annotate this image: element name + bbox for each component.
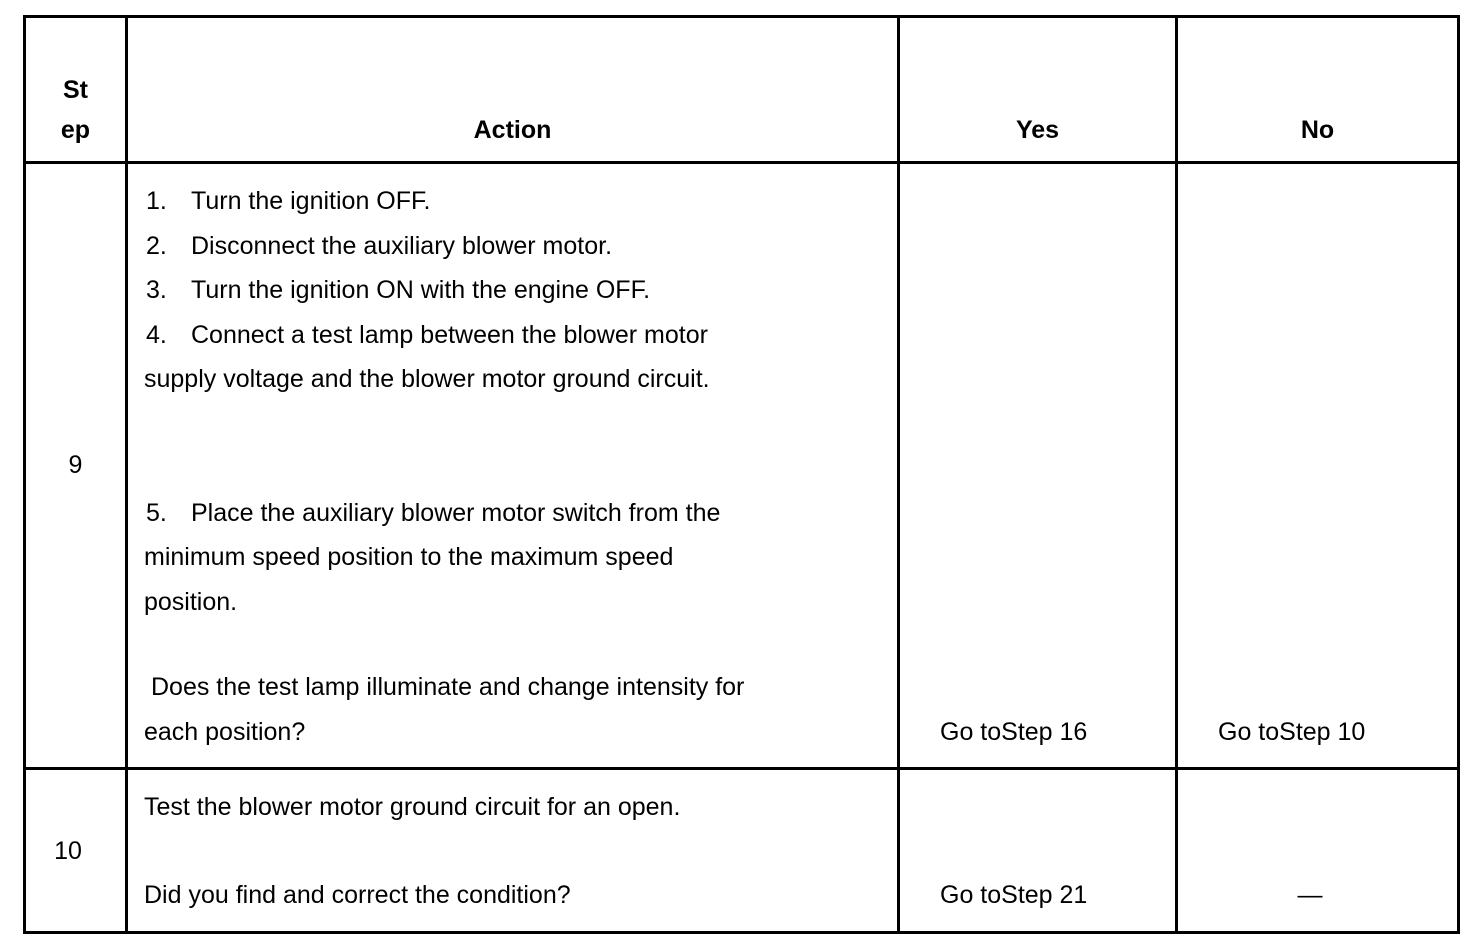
table-border-top <box>23 15 1460 18</box>
row-9-step-5-line2: minimum speed position to the maximum speed <box>144 543 674 571</box>
step-text: Place the auxiliary blower motor switch from the <box>191 499 721 527</box>
step-number: 1. <box>146 187 167 215</box>
row-10-question: Did you find and correct the condition? <box>144 881 571 909</box>
row-9-step-2 <box>146 231 612 261</box>
row-10-step: 10 <box>54 837 82 865</box>
step-number: 5. <box>146 499 167 527</box>
step-text: Turn the ignition ON with the engine OFF. <box>191 276 651 304</box>
column-divider-action <box>897 15 900 934</box>
row-9-question-line1: Does the test lamp illuminate and change intensity for <box>151 673 745 701</box>
step-text: Connect a test lamp between the blower motor <box>191 321 708 349</box>
step-text: Disconnect the auxiliary blower motor. <box>191 232 613 260</box>
row-9-no: Go toStep 10 <box>1218 718 1366 746</box>
step-number: 2. <box>146 232 167 260</box>
step-text: Turn the ignition OFF. <box>191 187 431 215</box>
row-9-yes: Go toStep 16 <box>940 718 1088 746</box>
row-9-step-5 <box>146 498 720 528</box>
column-divider-step <box>125 15 128 934</box>
header-step-line1: St <box>63 76 88 104</box>
header-divider <box>23 161 1460 164</box>
table-border-bottom <box>23 931 1460 934</box>
row-9-step-3 <box>146 275 650 305</box>
row-9-step-4 <box>146 320 708 350</box>
row-10-no: — <box>1297 881 1323 909</box>
row-9-step-5-line3: position. <box>144 588 238 616</box>
row-10-action: Test the blower motor ground circuit for an open. <box>144 793 681 821</box>
row-9-question-line2: each position? <box>144 718 306 746</box>
row-10-yes: Go toStep 21 <box>940 881 1088 909</box>
header-action: Action <box>473 116 552 144</box>
column-divider-yes <box>1175 15 1178 934</box>
row-9-step-4-continued: supply voltage and the blower motor ground circuit. <box>144 365 710 393</box>
row-9-step: 9 <box>68 451 83 479</box>
step-number: 3. <box>146 276 167 304</box>
step-number: 4. <box>146 321 167 349</box>
row-divider <box>23 767 1460 770</box>
header-yes: Yes <box>1015 116 1060 144</box>
header-step-line2: ep <box>60 116 91 144</box>
header-no: No <box>1300 116 1335 144</box>
table-border-right <box>1457 15 1460 934</box>
row-9-step-1 <box>146 186 430 216</box>
